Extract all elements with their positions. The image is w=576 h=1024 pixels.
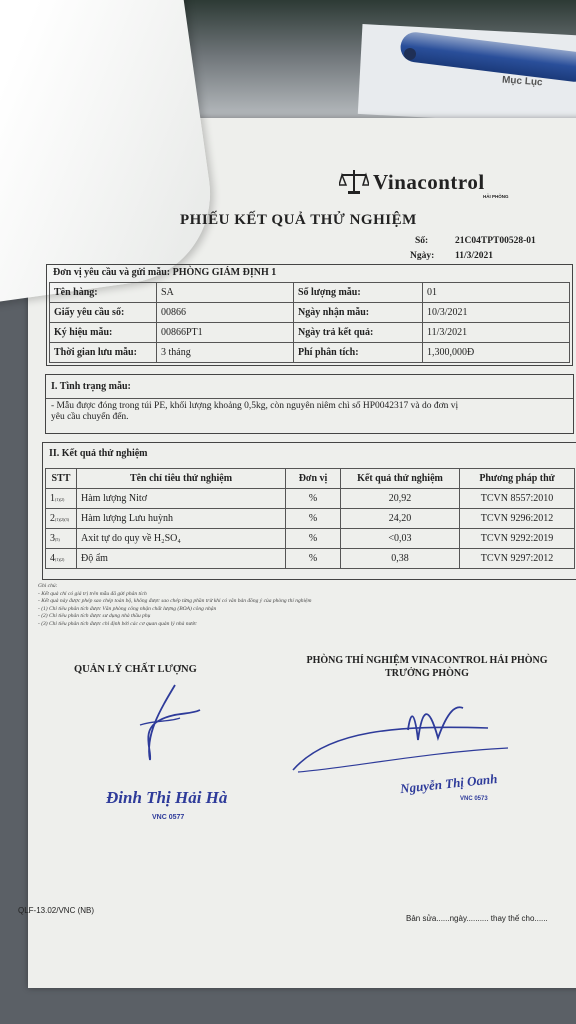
sender-table (49, 282, 570, 363)
table-row: 3(5) Axit tự do quy về H₂SO₄ % <0,03 TCVN 9292:2019 (46, 529, 575, 549)
sample-state-heading: I. Tình trạng mẫu: (51, 381, 131, 392)
table-row: 4(1)(2) Độ ẩm % 0,38 TCVN 9297:2012 (46, 549, 575, 569)
sender-row: Thời gian lưu mẫu: 3 tháng Phí phân tích: 1,300,000Đ (50, 343, 570, 363)
lab-head-title: PHÒNG THÍ NGHIỆM VINACONTROL HẢI PHÒNG TRƯỞNG PHÒNG (306, 655, 548, 679)
sample-state-section (45, 374, 574, 434)
quality-manager-signature (120, 680, 210, 770)
date-label: Ngày: (410, 251, 435, 261)
sender-row: Giấy yêu cầu số: 00866 Ngày nhận mẫu: 10/3/2021 (50, 303, 570, 323)
results-header-row: STT Tên chỉ tiêu thử nghiệm Đơn vị Kết quả thử nghiệm Phương pháp thử (46, 469, 575, 489)
sample-state-text: - Mẫu được đóng trong túi PE, khối lượng khoảng 0,5kg, còn nguyên niêm chì số HP0042317 và do đơn vị yêu cầu chuyển đến. (46, 398, 573, 425)
sender-row: Tên hàng: SA Số lượng mẫu: 01 (50, 283, 570, 303)
document-date: 11/3/2021 (455, 251, 494, 261)
quality-manager-name: Đinh Thị Hải Hà (106, 788, 228, 807)
table-row: 1(1)(2) Hàm lượng Nitơ % 20,92 TCVN 8557:2010 (46, 489, 575, 509)
quality-manager-code: VNC 0577 (152, 814, 185, 821)
form-code: QLF-13.02/VNC (NB) (18, 906, 95, 915)
revision-line: Bản sửa......ngày.......... thay thế cho...... (406, 914, 548, 923)
number-label: Số: (415, 236, 429, 246)
lab-head-signature (288, 700, 518, 780)
document-number: 21C04TPT00528-01 (455, 236, 536, 246)
quality-manager-title: QUẢN LÝ CHẤT LƯỢNG (74, 664, 197, 675)
page-title: PHIẾU KẾT QUẢ THỬ NGHIỆM (180, 212, 417, 228)
scale-icon (339, 168, 369, 196)
lab-head-code: VNC 0573 (460, 796, 488, 802)
lab-head-name: Nguyễn Thị Oanh (399, 770, 498, 797)
results-heading: II. Kết quả thử nghiệm (49, 448, 148, 459)
logo-text: Vinacontrol (373, 170, 485, 194)
pen-tip (404, 48, 416, 60)
table-row: 2(1)(2)(3) Hàm lượng Lưu huỳnh % 24,20 TCVN 9296:2012 (46, 509, 575, 529)
pen-brand-text: Mục Lục (501, 74, 543, 89)
vinacontrol-logo (335, 166, 535, 202)
sender-row: Ký hiệu mẫu: 00866PT1 Ngày trả kết quả: 11/3/2021 (50, 323, 570, 343)
results-table (45, 468, 575, 569)
logo-subtext: HẢI PHÒNG (483, 194, 509, 199)
sender-heading: Đơn vị yêu cầu và gửi mẫu: PHÒNG GIÁM ĐỊNH 1 (53, 267, 277, 278)
notes: Ghi chú: - Kết quả chỉ có giá trị trên mẫu đã gửi phân tích - Kết quả này được phép sao chép toàn bộ, không được sao chép từng phần trừ khi có văn bản đồng ý của phòng thí nghiệm - (1) Chỉ tiêu phân tích được Văn phòng công nhận chất lượng (BOA) công nhận - (2) Chỉ tiêu phân tích được sư dụng nhà thầu phụ - (3) Chỉ tiêu phân tích được chỉ định bởi các cơ quan quản lý nhà nước (38, 583, 312, 627)
